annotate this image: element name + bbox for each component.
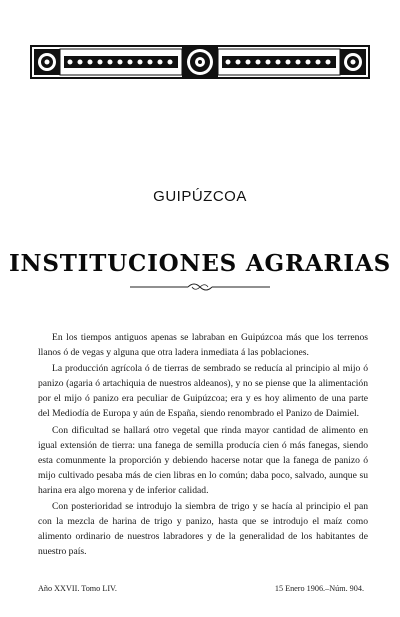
section-title: GUIPÚZCOA [153,188,247,205]
page-footer [38,584,364,593]
volume-info: Año XXVII. Tomo LIV. [38,584,117,593]
ornament-border-icon [30,44,370,80]
article-title: INSTITUCIONES AGRARIAS [8,250,392,277]
paragraph: En los tiempos antiguos apenas se labraban en Guipúzcoa más que los terrenos llanos ó de vegas y alguna que otra ladera inmediata á las poblaciones. [38,332,368,359]
article-body [38,330,368,560]
title-flourish-icon [130,282,270,292]
issue-date: 15 Enero 1906.–Núm. 904. [274,584,364,593]
paragraph: Con posterioridad se introdujo la siembra de trigo y se hacía al principio el pan con la mezcla de harina de trigo y panizo, hasta que se introdujo el maíz como alimento ordinario de nuestros labradores y de la generalidad de los habitantes de nuestro país. [38,501,368,558]
paragraph: Con dificultad se hallará otro vegetal que rinda mayor cantidad de alimento en igual extensión de tierra: una fanega de semilla producía cien ó más fanegas, siendo esta comunmente la proporción y debiendo hacerse notar que la fanega de panizo ó mijo cultivado pesaba más de cien libras en lo común; daba poco, salvado, aunque su harina era algo morena y de inferior calidad. [38,424,368,496]
ornamental-header-band [30,44,370,80]
paragraph: La producción agrícola ó de tierras de sembrado se reducía al principio al mijo ó panizo (agaria ó artachiquia de nuestros aldeanos), y no se piense que la alimentación por el mijo ó panizo era peculiar de Guipúzcoa; era y es hoy alimento de una parte del Mediodía de Europa y aún de España, siendo renombrado el Panizo de Daimiel. [38,363,368,420]
